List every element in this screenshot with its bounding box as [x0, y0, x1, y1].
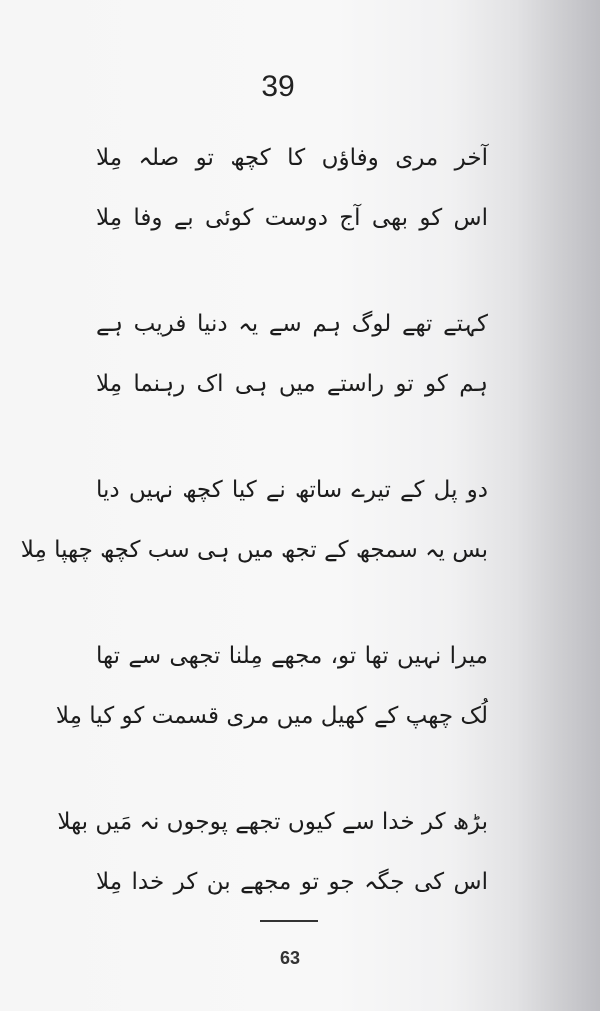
verse-line: دو پل کے تیرے ساتھ نے کیا کچھ نہیں دیا	[96, 477, 488, 503]
page-number: 63	[279, 948, 301, 968]
couplet-2	[96, 306, 488, 402]
verse-line: لُک چھپ کے کھیل میں مری قسمت کو کیا مِلا	[55, 703, 488, 729]
couplet-4	[55, 638, 488, 734]
couplet-5	[57, 804, 488, 900]
couplet-3	[20, 472, 488, 568]
verse-line: اس کی جگہ جو تو مجھے بن کر خدا مِلا	[96, 869, 488, 895]
verse-line: میرا نہیں تھا تو، مجھے مِلنا تجھی سے تھا	[96, 643, 488, 669]
poem-number: 39	[261, 70, 295, 103]
verse-line: ہم کو تو راستے میں ہی اک رہنما مِلا	[96, 371, 488, 397]
verse-line: بڑھ کر خدا سے کیوں تجھے پوجوں نہ مَیں بھلا	[57, 809, 488, 835]
couplet-1	[96, 140, 488, 236]
verse-line: آخر مری وفاؤں کا کچھ تو صلہ مِلا	[96, 145, 488, 171]
ghazal-verses	[20, 140, 488, 970]
footer-divider	[260, 920, 318, 922]
verse-line: اس کو بھی آج دوست کوئی بے وفا مِلا	[96, 205, 488, 231]
verse-line: کہتے تھے لوگ ہم سے یہ دنیا فریب ہے	[96, 311, 488, 337]
verse-line: بس یہ سمجھ کے تجھ میں ہی سب کچھ چھپا مِلا	[20, 537, 488, 563]
